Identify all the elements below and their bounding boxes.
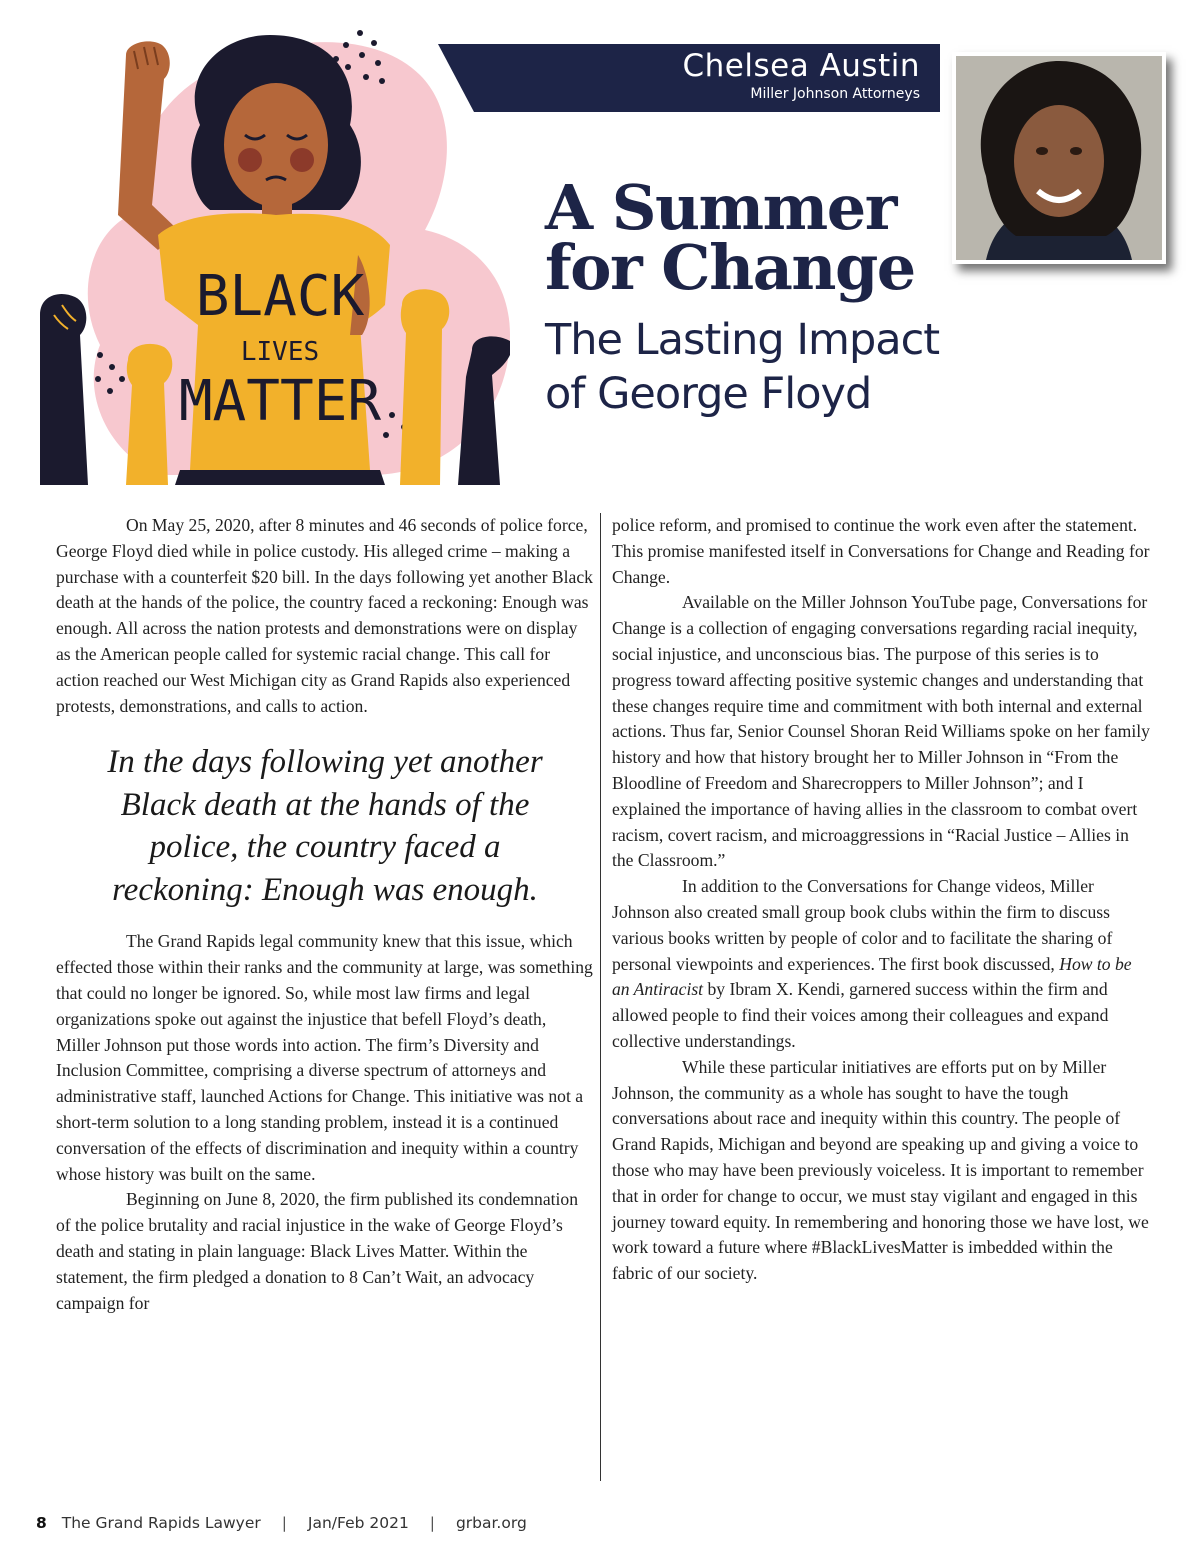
article-title xyxy=(545,171,965,304)
face xyxy=(224,83,328,207)
paragraph-text: by Ibram X. Kendi, garnered success within the firm and allowed people to find their voices among their colleagues and expand collective understandings. xyxy=(612,979,1109,1051)
pull-quote: In the days following yet another Black death at the hands of the police, the country faced a reckoning: Enough was enough. xyxy=(107,744,543,908)
paragraph: The Grand Rapids legal community knew that this issue, which effected those within their ranks and the community at large, was something that could no longer be ignored. So, while most law firms and legal organizations spoke out against the injustice that befell Floyd’s death, Miller Johnson put those words into action. The firm’s Diversity and Inclusion Committee, comprising a diverse spectrum of attorneys and administrative staff, launched Actions for Change. This initiative was not a short-term solution to a long standing problem, instead it is a continued conversation of the effects of discrimination and inequity within a country whose history was built on the same. xyxy=(56,931,593,1184)
issue-date: Jan/Feb 2021 xyxy=(307,1514,409,1532)
shirt-text-black: BLACK xyxy=(195,264,365,329)
website-link[interactable]: grbar.org xyxy=(455,1514,527,1532)
paragraph: While these particular initiatives are efforts put on by Miller Johnson, the community as a whole has sought to have the tough conversations about race and inequity within this country. The people of Grand Rapids, Michigan and beyond are speaking up and giving a voice to those who may have been previously voiceless. It is important to remember that in order for change to occur, we must stay vigilant and engaged in this journey toward equity. In remembering and honoring those we have lost, we work toward a future where #BlackLivesMatter is imbedded within the fabric of our society. xyxy=(612,1056,1149,1284)
author-organization: Miller Johnson Attorneys xyxy=(750,86,920,102)
paragraph: Available on the Miller Johnson YouTube page, Conversations for Change is a collection of engaging conversations regarding racial inequity, social injustice, and unconscious bias. The purpose of this series is to progress toward affecting positive systemic changes and understanding that these changes require time and commitment with both internal and external actions. Thus far, Senior Counsel Shoran Reid Williams spoke on her family history and how that history brought her to Miller Johnson in “From the Bloodline of Freedom and Sharecroppers to Miller Johnson”; and I explained the importance of having allies in the classroom to combat overt racism, covert racism, and microaggressions in “Racial Justice – Allies in the Classroom.” xyxy=(612,592,1150,871)
paragraph xyxy=(612,874,1152,1055)
column-divider xyxy=(600,513,601,1481)
page-footer xyxy=(36,1514,527,1532)
page-number: 8 xyxy=(36,1514,47,1532)
paragraph: On May 25, 2020, after 8 minutes and 46 seconds of police force, George Floyd died while in police custody. His alleged crime – making a purchase with a counterfeit $20 bill. In the days following yet another Black death at the hands of the police, the country faced a reckoning: Enough was enough. All across the nation protests and demonstrations were on display as the American people called for systemic racial change. This call for action reached our West Michigan city as Grand Rapids also experienced protests, demonstrations, and calls to action. xyxy=(56,515,593,716)
shirt-text-lives: LIVES xyxy=(240,337,320,367)
subtitle-line-1: The Lasting Impact xyxy=(545,315,940,365)
book-title: How to be an Antiracist xyxy=(612,953,1132,1000)
title-line-1: A Summer xyxy=(545,171,896,244)
paragraph: police reform, and promised to continue the work even after the statement. This promise manifested itself in Conversations for Change and Reading for Change. xyxy=(612,515,1150,587)
article-subtitle xyxy=(545,313,985,421)
author-headshot xyxy=(952,52,1166,264)
author-name: Chelsea Austin xyxy=(682,48,920,84)
footer-separator: | xyxy=(429,1514,435,1532)
publication-name: The Grand Rapids Lawyer xyxy=(61,1514,261,1532)
paragraph-text: In addition to the Conversations for Change videos, Miller Johnson also created small group book clubs within the firm to discuss various books written by people of color and to facilitate the sharing of personal viewpoints and experiences. The first book discussed, xyxy=(612,876,1113,974)
author-banner xyxy=(438,44,940,112)
paragraph: Beginning on June 8, 2020, the firm published its condemnation of the police brutality and racial injustice in the wake of George Floyd’s death and stating in plain language: Black Lives Matter. Within the statement, the firm pledged a donation to 8 Can’t Wait, an advocacy campaign for xyxy=(56,1189,579,1313)
title-line-2: for Change xyxy=(545,231,915,304)
shirt-text-matter: MATTER xyxy=(178,369,382,434)
article-column-right xyxy=(612,513,1152,1287)
subtitle-line-2: of George Floyd xyxy=(545,369,872,419)
dark-raised-fist-left xyxy=(40,294,88,485)
footer-separator: | xyxy=(281,1514,287,1532)
article-column-left xyxy=(56,513,594,1316)
